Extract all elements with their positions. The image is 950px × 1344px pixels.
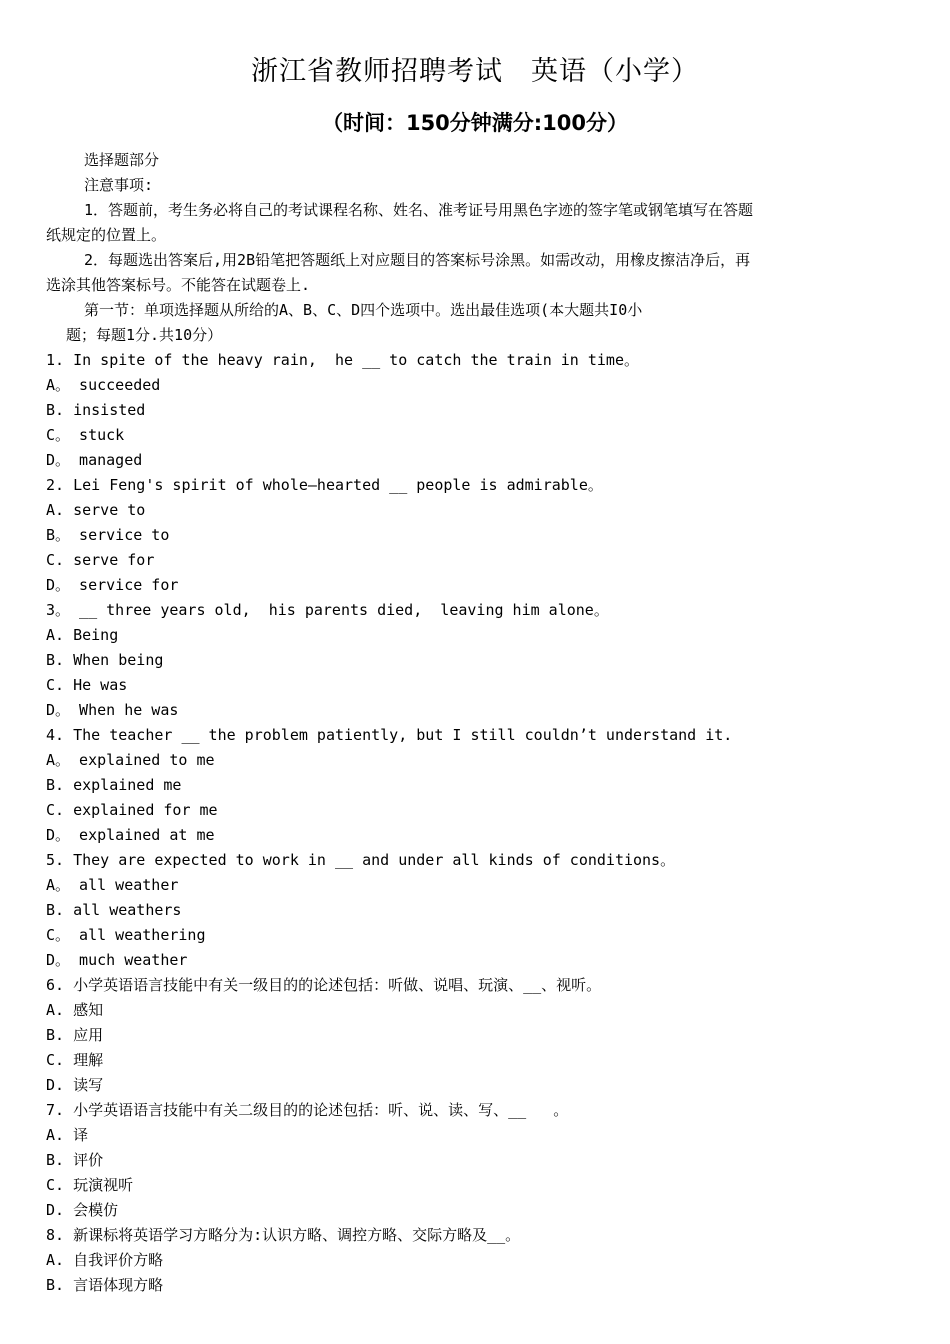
question-stem: 2. Lei Feng's spirit of whole—hearted __ people is admirable。 <box>46 476 603 494</box>
answer-option: B. insisted <box>46 401 146 419</box>
answer-option: D。 explained at me <box>46 826 215 844</box>
answer-option: B. explained me <box>46 776 182 794</box>
answer-option: C. He was <box>46 676 128 694</box>
part-1-instructions-line-2: 题；每题1分.共10分） <box>66 326 223 344</box>
answer-option: A. serve to <box>46 501 146 519</box>
section-label: 选择题部分 <box>84 151 160 169</box>
answer-option: B. 评价 <box>46 1151 104 1169</box>
answer-option: D。 managed <box>46 451 143 469</box>
question-stem: 7. 小学英语语言技能中有关二级目的的论述包括：听、说、读、写、__ 。 <box>46 1101 569 1119</box>
answer-option: C。 all weathering <box>46 926 206 944</box>
exam-time-score: （时间：150分钟满分:100分） <box>321 111 629 135</box>
answer-option: D。 much weather <box>46 951 188 969</box>
question-stem: 3。 __ three years old, his parents died, leaving him alone。 <box>46 601 609 619</box>
answer-option: B. 言语体现方略 <box>46 1276 164 1294</box>
question-stem: 1. In spite of the heavy rain, he __ to catch the train in time。 <box>46 351 639 369</box>
answer-option: C. 理解 <box>46 1051 104 1069</box>
answer-option: A. 自我评价方略 <box>46 1251 164 1269</box>
answer-option: B. When being <box>46 651 164 669</box>
note-2-line-1: 2．每题选出答案后,用2B铅笔把答题纸上对应题目的答案标号涂黑。如需改动，用橡皮擦洁净后，再 <box>84 251 751 269</box>
question-block <box>46 848 908 973</box>
answer-option: A。 explained to me <box>46 751 215 769</box>
answer-option: A。 all weather <box>46 876 179 894</box>
part-1-instructions-line-1: 第一节：单项选择题从所给的A、B、C、D四个选项中。选出最佳选项(本大题共I0小 <box>84 301 643 319</box>
question-list <box>46 348 908 1298</box>
note-2-line-2: 选涂其他答案标号。不能答在试题卷上. <box>46 276 311 294</box>
answer-option: B。 service to <box>46 526 170 544</box>
question-stem: 5. They are expected to work in __ and under all kinds of conditions。 <box>46 851 676 869</box>
answer-option: B. all weathers <box>46 901 182 919</box>
answer-option: C。 stuck <box>46 426 125 444</box>
answer-option: D。 When he was <box>46 701 179 719</box>
question-stem: 6. 小学英语语言技能中有关一级目的的论述包括：听做、说唱、玩演、__、视听。 <box>46 976 602 994</box>
note-1-line-2: 纸规定的位置上。 <box>46 226 167 244</box>
question-block <box>46 348 908 473</box>
answer-option: D. 读写 <box>46 1076 104 1094</box>
question-block <box>46 598 908 723</box>
question-block <box>46 1223 908 1298</box>
question-block <box>46 723 908 848</box>
answer-option: A. 感知 <box>46 1001 104 1019</box>
answer-option: C. explained for me <box>46 801 218 819</box>
answer-option: A. 译 <box>46 1126 89 1144</box>
notes-label: 注意事项: <box>84 176 154 194</box>
answer-option: B. 应用 <box>46 1026 104 1044</box>
exam-body <box>46 148 908 1298</box>
question-block <box>46 973 908 1098</box>
answer-option: D. 会模仿 <box>46 1201 119 1219</box>
page-title: 浙江省教师招聘考试 英语（小学） <box>251 56 699 87</box>
answer-option: C. serve for <box>46 551 155 569</box>
question-block <box>46 473 908 598</box>
answer-option: A. Being <box>46 626 119 644</box>
note-1-line-1: 1．答题前，考生务必将自己的考试课程名称、姓名、准考证号用黑色字迹的签字笔或钢笔填写在答题 <box>84 201 754 219</box>
question-stem: 4. The teacher __ the problem patiently, but I still couldn’t understand it. <box>46 726 733 744</box>
answer-option: C. 玩演视听 <box>46 1176 134 1194</box>
question-stem: 8. 新课标将英语学习方略分为:认识方略、调控方略、交际方略及__。 <box>46 1226 521 1244</box>
question-block <box>46 1098 908 1223</box>
answer-option: D。 service for <box>46 576 179 594</box>
answer-option: A。 succeeded <box>46 376 161 394</box>
